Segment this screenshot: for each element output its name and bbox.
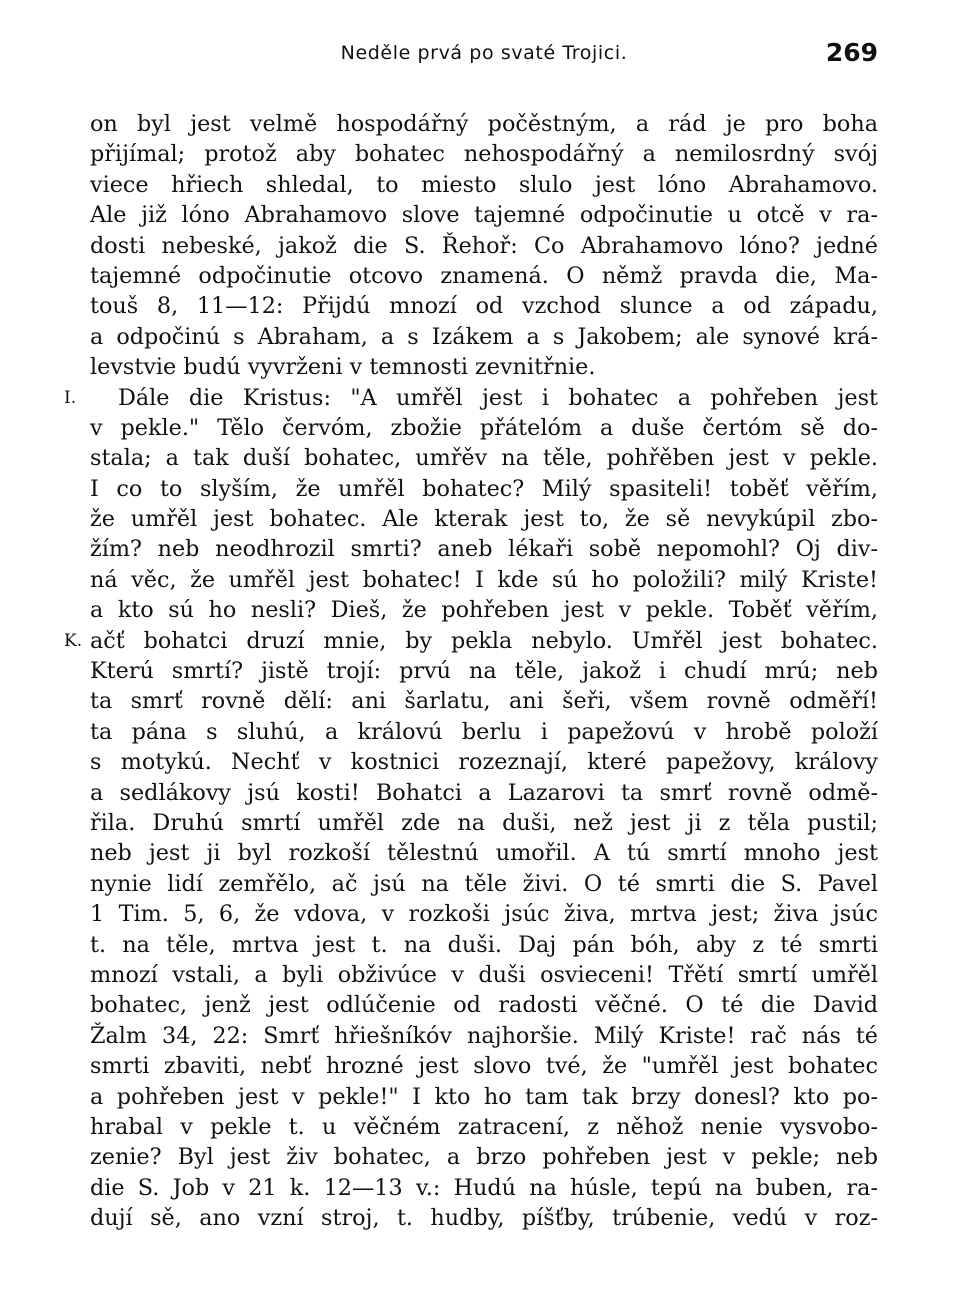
text-line: dosti nebeské, jakož die S. Řehoř: Co Abrahamovo lóno? jedné <box>90 232 878 259</box>
text-line: touš 8, 11—12: Přijdú mnozí od vzchod slunce a od západu, <box>90 293 878 320</box>
margin-mark: K. <box>64 630 83 651</box>
text-line: stala; a tak duší bohatec, umřěv na těle, pohřěben jest v pekle. <box>90 445 878 472</box>
text-line: Kterú smrtí? jistě trojí: prvú na těle, jakož i chudí mrú; neb <box>90 658 878 685</box>
text-line: dují sě, ano vzní stroj, t. hudby, píšťby, trúbenie, vedú v roz- <box>90 1205 878 1232</box>
text-line-content: ačť bohatci druzí mnie, by pekla nebylo. Umřěl jest bohatec. <box>90 627 878 654</box>
text-line: smrti zbaviti, nebť hrozné jest slovo tvé, že "umřěl jest bohatec <box>90 1053 878 1080</box>
text-line: on byl jest velmě hospodářný počěstným, a rád je pro boha <box>90 111 878 137</box>
text-line: žím? neb neodhrozil smrti? aneb lékaři sobě nepomohl? Oj div- <box>90 536 878 563</box>
text-line: nynie lidí zemřělo, ač jsú na těle živi. O té smrti die S. Pavel <box>90 870 878 897</box>
text-line: a odpočinú s Abraham, a s Izákem a s Jakobem; ale synové krá- <box>90 323 878 350</box>
text-line: bohatec, jenž jest odlúčenie od radosti věčné. O té die David <box>90 992 878 1019</box>
body-text <box>64 109 878 1233</box>
text-line: ta smrť rovně dělí: ani šarlatu, ani šeři, všem rovně odměří! <box>90 688 878 715</box>
text-line: hrabal v pekle t. u věčném zatracení, z něhož nenie vysvobo- <box>90 1113 878 1140</box>
text-line-with-margin-mark <box>64 626 878 656</box>
text-line: ta pána s sluhú, a královú berlu i papežovú v hrobě položí <box>90 718 878 745</box>
text-line-with-margin-mark <box>64 383 878 413</box>
text-line: mnozí vstali, a byli obživúce v duši osvieceni! Třětí smrtí umřěl <box>90 961 878 988</box>
text-line: a sedlákovy jsú kosti! Bohatci a Lazarovi ta smrť rovně odmě- <box>90 779 878 806</box>
text-line: 1 Tim. 5, 6, že vdova, v rozkoši jsúc živa, mrtva jest; živa jsúc <box>90 901 878 928</box>
text-line: řila. Druhú smrtí umřěl zde na duši, než jest ji z těla pustil; <box>90 809 878 836</box>
text-line: viece hřiech shledal, to miesto slulo jest lóno Abrahamovo. <box>90 171 878 198</box>
text-line: s motykú. Nechť v kostnici rozeznají, které papežovy, královy <box>90 749 878 776</box>
text-line: a pohřeben jest v pekle!" I kto ho tam tak brzy donesl? kto po- <box>90 1083 878 1110</box>
page-number: 269 <box>825 38 878 67</box>
text-line: a kto sú ho nesli? Dieš, že pohřeben jest v pekle. Toběť věřím, <box>90 597 878 624</box>
text-line: Žalm 34, 22: Smrť hřiešníkóv najhoršie. Milý Kriste! rač nás té <box>90 1022 878 1049</box>
text-line-content: Dále die Kristus: "A umřěl jest i bohatec a pohřeben jest <box>118 384 878 411</box>
text-line: zenie? Byl jest živ bohatec, a brzo pohřeben jest v pekle; neb <box>90 1144 878 1171</box>
margin-mark: I. <box>64 387 77 408</box>
text-line: ná věc, že umřěl jest bohatec! I kde sú ho položili? milý Kriste! <box>90 566 878 593</box>
text-line: že umřěl jest bohatec. Ale kterak jest to, že sě nevykúpil zbo- <box>90 506 878 533</box>
text-line: tajemné odpočinutie otcovo znamená. O němž pravda die, Ma- <box>90 262 878 289</box>
text-line: neb jest ji byl rozkoší tělestnú umořil. A tú smrtí mnoho jest <box>90 840 878 867</box>
running-title: Neděle prvá po svaté Trojici. <box>340 42 628 64</box>
text-line: t. na těle, mrtva jest t. na duši. Daj pán bóh, aby z té smrti <box>90 931 878 958</box>
text-line: levstvie budú vyvrženi v temnosti zevnitřnie. <box>90 354 596 381</box>
text-line: die S. Job v 21 k. 12—13 v.: Hudú na húsle, tepú na buben, ra- <box>90 1174 878 1201</box>
text-line: Ale již lóno Abrahamovo slove tajemné odpočinutie u otcě v ra- <box>90 202 878 229</box>
running-header <box>90 36 878 72</box>
text-line: I co to slyším, že umřěl bohatec? Milý spasiteli! toběť věřím, <box>90 475 878 502</box>
text-line: přijímal; protož aby bohatec nehospodářný a nemilosrdný svój <box>90 141 878 168</box>
text-line: v pekle." Tělo červóm, zbožie přátelóm a duše čertóm sě do- <box>90 414 878 441</box>
